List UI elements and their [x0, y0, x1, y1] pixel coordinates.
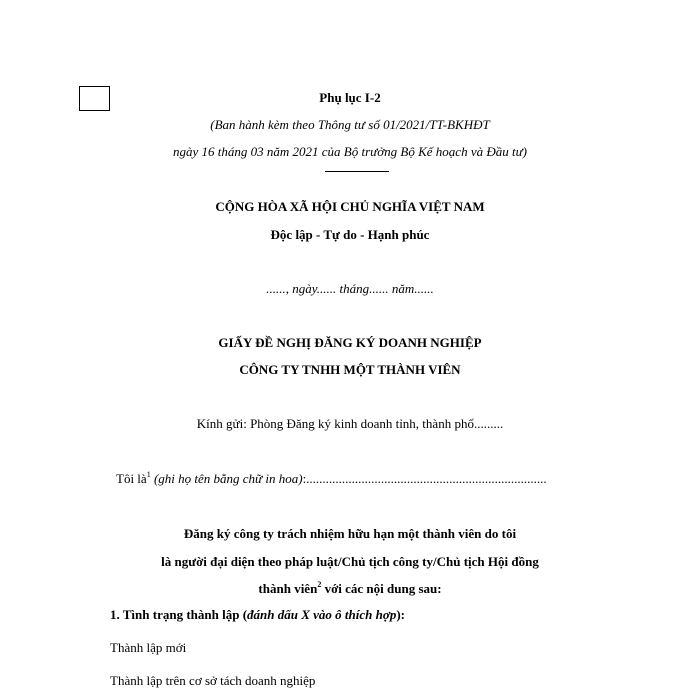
statement-line-3 [0, 581, 700, 597]
declarant-prefix: Tôi là [116, 471, 147, 486]
form-subtitle: CÔNG TY TNHH MỘT THÀNH VIÊN [239, 362, 461, 377]
form-title: GIẤY ĐỀ NGHỊ ĐĂNG KÝ DOANH NGHIỆP [218, 335, 482, 350]
date-line: ......, ngày...... tháng...... năm...... [266, 281, 434, 296]
section-1-heading-end: ): [396, 607, 405, 622]
option-split-establishment: Thành lập trên cơ sở tách doanh nghiệp [110, 673, 316, 688]
option-new-establishment: Thành lập mới [110, 640, 187, 655]
statement-line-2: là người đại diện theo pháp luật/Chủ tịch công ty/Chủ tịch Hội đồng [161, 554, 539, 569]
national-motto: Độc lập - Tự do - Hạnh phúc [270, 227, 430, 242]
recipient-line: Kính gửi: Phòng Đăng ký kinh doanh tỉnh, thành phố......... [196, 416, 504, 431]
appendix-issued-line-2: ngày 16 tháng 03 năm 2021 của Bộ trưởng Bộ Kế hoạch và Đầu tư) [172, 144, 528, 159]
section-1-heading [110, 607, 405, 623]
statement-line-1: Đăng ký công ty trách nhiệm hữu hạn một thành viên do tôi [183, 526, 517, 541]
divider-rule [325, 171, 389, 172]
statement-line-3-b: với các nội dung sau: [321, 581, 442, 596]
section-1-heading-text: 1. Tình trạng thành lập ( [110, 607, 248, 622]
footnote-marker-1: 1 [146, 470, 151, 479]
national-title: CỘNG HÒA XÃ HỘI CHỦ NGHĨA VIỆT NAM [215, 199, 485, 214]
declarant-fill-dots: :.......................................................................... [302, 471, 547, 486]
section-1-heading-hint: đánh dấu X vào ô thích hợp [247, 607, 397, 622]
appendix-issued-line-1: (Ban hành kèm theo Thông tư số 01/2021/TT-BKHĐT [210, 117, 490, 132]
statement-line-3-a: thành viên [258, 581, 318, 596]
appendix-title: Phụ lục I-2 [319, 90, 381, 105]
declarant-hint: (ghi họ tên bằng chữ in hoa) [153, 471, 303, 486]
declarant-line [116, 471, 547, 487]
footnote-marker-2: 2 [317, 580, 322, 589]
